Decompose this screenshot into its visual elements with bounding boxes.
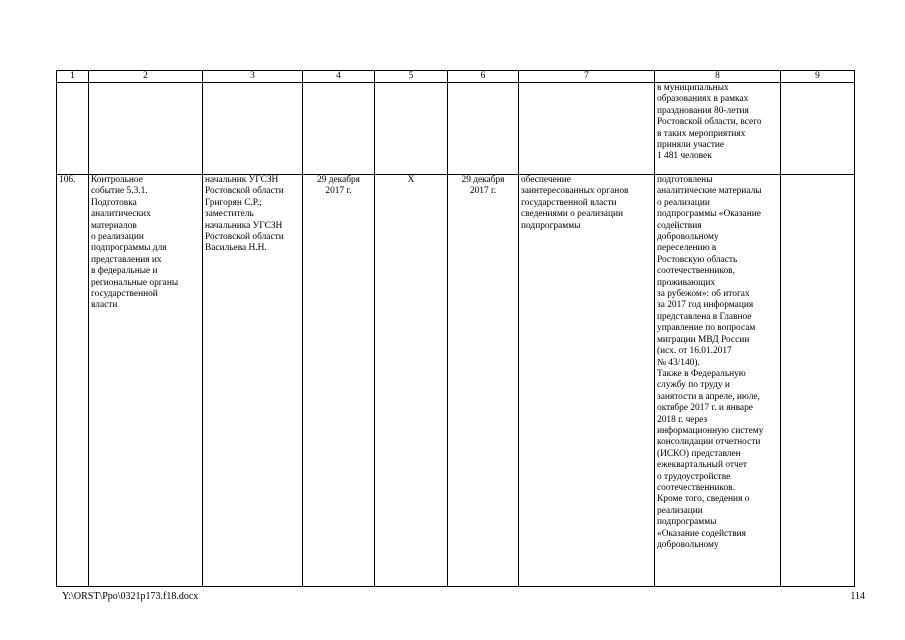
text-line: представлена в Главное: [657, 311, 752, 322]
text-line: соотечественников.: [657, 482, 735, 493]
text-line: Также в Федеральную: [657, 368, 746, 379]
text-line: государственной власти: [521, 197, 617, 208]
table-cell: [303, 83, 375, 175]
text-line: добровольному: [657, 540, 719, 550]
header-cell: 5: [375, 71, 448, 83]
header-cell: 9: [781, 71, 855, 83]
actual-date-cell: [448, 175, 519, 587]
text-line: Кроме того, сведения о: [657, 494, 750, 505]
header-cell: 7: [519, 71, 655, 83]
text-line: начальника УГСЗН: [205, 220, 283, 231]
text-line: подпрограммы «Оказание: [657, 209, 761, 220]
text-line: Ростовскую область: [657, 254, 738, 265]
text-line: Васильева Н.Н.: [205, 243, 267, 254]
text-line: № 43/140).: [657, 357, 700, 368]
text-line: Подготовка: [91, 197, 137, 208]
text-line: событие 5.3.1.: [91, 186, 148, 197]
x-mark-cell: X: [375, 175, 448, 587]
text-line: образованиях в рамках: [657, 94, 749, 105]
text-line: в федеральные и: [91, 266, 158, 277]
table-cell: [448, 83, 519, 175]
table-cell: [203, 83, 303, 175]
text-line: 2017 г.: [325, 186, 352, 197]
text-line: власти: [91, 300, 118, 311]
text-line: Ростовской области, всего: [657, 117, 762, 128]
text-line: Ростовской области: [205, 186, 284, 197]
page-number: 114: [850, 591, 865, 602]
text-line: о реализации: [657, 197, 710, 208]
text-line: подпрограммы: [521, 220, 581, 231]
responsible-cell: [203, 175, 303, 587]
text-line: в таких мероприятиях: [657, 128, 746, 139]
text-line: реализации: [657, 505, 703, 516]
text-line: 29 декабря: [461, 175, 505, 185]
planned-result-cell: [519, 175, 655, 587]
text-line: сведениями о реализации: [521, 209, 623, 220]
table-cell: [519, 83, 655, 175]
text-line: службу по труду и: [657, 380, 730, 391]
text-line: миграции МВД России: [657, 334, 750, 345]
text-line: ежеквартальный отчет: [657, 460, 747, 471]
text-line: за 2017 год информация: [657, 300, 754, 311]
table-cell: [57, 83, 89, 175]
text-line: подготовлены: [657, 175, 713, 185]
header-cell: 8: [655, 71, 781, 83]
text-line: «Оказание содействия: [657, 528, 746, 539]
text-line: Контрольное: [91, 175, 143, 185]
text-line: о трудоустройстве: [657, 471, 731, 482]
event-cell: [89, 175, 203, 587]
text-line: Григорян С.Р.;: [205, 197, 262, 208]
text-line: подпрограммы для: [91, 243, 167, 254]
document-file-path: Y:\ORST\Ppo\0321p173.f18.docx: [62, 591, 199, 602]
text-line: 1 481 человек: [657, 151, 712, 162]
text-line: заместитель: [205, 209, 254, 220]
text-line: Ростовской области: [205, 232, 284, 243]
column-number-header-row: [57, 71, 855, 83]
text-line: в муниципальных: [657, 83, 729, 93]
text-line: добровольному: [657, 232, 719, 243]
text-line: региональные органы: [91, 277, 179, 288]
header-cell: 1: [57, 71, 89, 83]
table-cell: [781, 175, 855, 587]
text-line: материалов: [91, 220, 137, 231]
text-line: информационную систему: [657, 425, 764, 436]
header-cell: 2: [89, 71, 203, 83]
planned-date-cell: [303, 175, 375, 587]
text-line: 2017 г.: [469, 186, 497, 197]
text-line: 29 декабря: [317, 175, 360, 185]
text-line: государственной: [91, 289, 158, 300]
table-cell: [375, 83, 448, 175]
actual-result-cell: [655, 175, 781, 587]
text-line: аналитические материалы: [657, 186, 762, 197]
text-line: управление по вопросам: [657, 323, 756, 334]
continuation-result-cell: [655, 83, 781, 175]
text-line: подпрограммы: [657, 517, 717, 528]
text-line: обеспечение: [521, 175, 571, 185]
text-line: за рубежом»: об итогах: [657, 289, 750, 300]
text-line: (ИСКО) представлен: [657, 448, 741, 459]
text-line: переселению в: [657, 243, 717, 254]
text-line: о реализации: [91, 232, 144, 243]
text-line: занятости в апреле, июле,: [657, 391, 760, 402]
report-table: [56, 70, 855, 587]
row-number-cell: 106.: [57, 175, 89, 587]
text-line: начальник УГСЗН: [205, 175, 279, 185]
text-line: (исх. от 16.01.2017: [657, 346, 732, 357]
text-line: аналитических: [91, 209, 151, 220]
table-cell: [89, 83, 203, 175]
text-line: соотечественников,: [657, 266, 735, 277]
text-line: приняли участие: [657, 140, 725, 151]
text-line: содействия: [657, 220, 702, 231]
table-row: [57, 175, 855, 587]
text-line: представления их: [91, 254, 162, 265]
text-line: 2018 г. через: [657, 414, 708, 425]
text-line: заинтересованных органов: [521, 186, 629, 197]
text-line: проживающих: [657, 277, 716, 288]
continuation-row: [57, 83, 855, 175]
header-cell: 4: [303, 71, 375, 83]
text-line: празднования 80-летия: [657, 105, 749, 116]
text-line: консолидации отчетности: [657, 437, 761, 448]
header-cell: 3: [203, 71, 303, 83]
header-cell: 6: [448, 71, 519, 83]
text-line: октябре 2017 г. и январе: [657, 403, 753, 414]
table-cell: [781, 83, 855, 175]
